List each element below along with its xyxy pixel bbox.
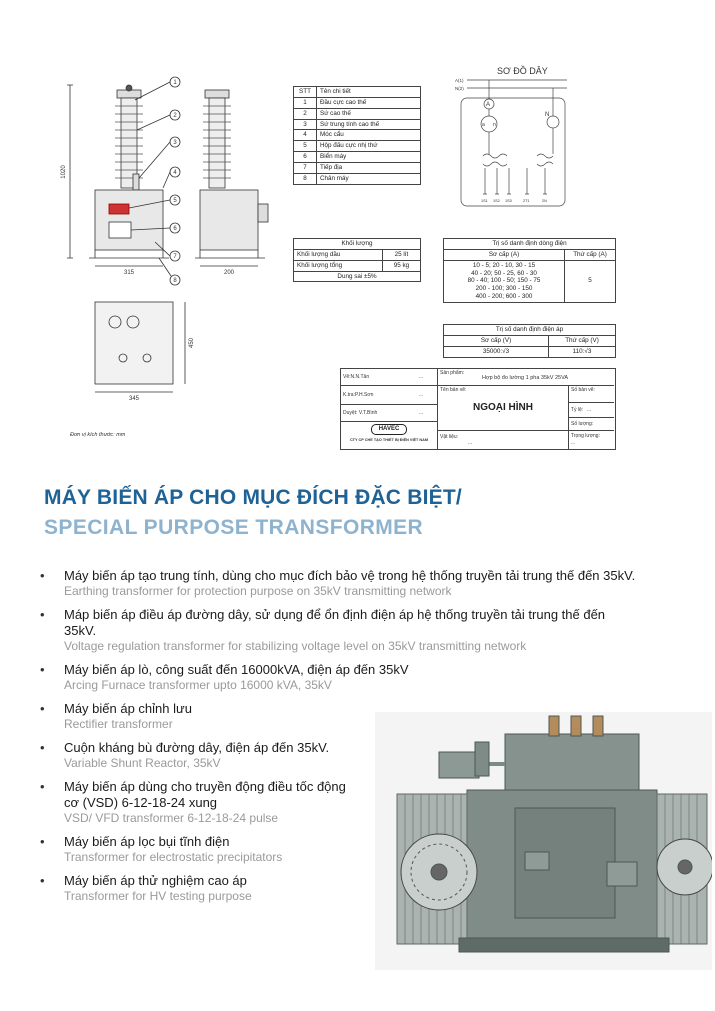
dim-height: 1020 bbox=[61, 165, 67, 179]
weight-label: Khối lượng dầu bbox=[294, 249, 383, 260]
parts-row-name: Chân máy bbox=[317, 173, 421, 184]
item-vn: Máp biến áp điều áp đường dây, sử dụng để ổn định điện áp hệ thống truyền tải trung thế đến 35kV. bbox=[64, 607, 606, 638]
terminal-label: 1S3 bbox=[505, 199, 512, 203]
wiring-label-n: N bbox=[545, 112, 550, 118]
parts-row-no: 2 bbox=[294, 108, 317, 119]
voltage-table bbox=[443, 324, 616, 358]
terminal-label: 2N bbox=[542, 199, 547, 203]
callout-3: 3 bbox=[173, 140, 177, 146]
bullet-icon: • bbox=[40, 701, 45, 716]
designer: Vẽ:N.N.Tân bbox=[343, 374, 370, 380]
callout-7: 7 bbox=[173, 254, 177, 260]
parts-row-name: Tiếp địa bbox=[317, 163, 421, 174]
current-title: Trị số danh định dòng điện bbox=[444, 239, 616, 250]
scale-value: ... bbox=[587, 407, 592, 413]
parts-row-name: Đầu cực cao thế bbox=[317, 97, 421, 108]
parts-row-name: Móc cẩu bbox=[317, 130, 421, 141]
wiring-label-a-small: a bbox=[482, 122, 485, 128]
bullet-icon: • bbox=[40, 779, 45, 794]
callout-2: 2 bbox=[173, 113, 177, 119]
drawing-name-label: Tên bản vẽ: bbox=[440, 387, 467, 393]
parts-row-no: 6 bbox=[294, 152, 317, 163]
parts-row-name: Biển máy bbox=[317, 152, 421, 163]
heading-en: SPECIAL PURPOSE TRANSFORMER bbox=[44, 516, 424, 539]
callout-4: 4 bbox=[173, 170, 177, 176]
callout-8: 8 bbox=[173, 278, 177, 284]
item-en: Transformer for electrostatic precipitators bbox=[64, 850, 283, 864]
item-vn: Máy biến áp dùng cho truyền động điều tốc động cơ (VSD) 6-12-18-24 xung bbox=[64, 779, 346, 810]
item-en: VSD/ VFD transformer 6-12-18-24 pulse bbox=[64, 811, 279, 825]
page-footer: HAVEC - PRODUCT CATALOGUE | 17 bbox=[478, 952, 645, 962]
wiring-label-n-small: n bbox=[493, 122, 496, 128]
parts-row-no: 1 bbox=[294, 97, 317, 108]
bullet-icon: • bbox=[40, 607, 45, 622]
product-label: Sản phẩm: bbox=[440, 370, 465, 376]
list-item bbox=[40, 701, 384, 732]
list-item bbox=[40, 568, 640, 599]
weight-header: Khối lượng bbox=[294, 239, 421, 250]
callout-5: 5 bbox=[173, 198, 177, 204]
drawing-no-label: Số bản vẽ: bbox=[571, 387, 595, 393]
weight-value: 95 kg bbox=[382, 260, 420, 271]
parts-row-no: 7 bbox=[294, 163, 317, 174]
current-header-secondary: Thứ cấp (A) bbox=[565, 249, 616, 260]
checker-sign: ... bbox=[419, 392, 424, 398]
wiring-label-n2: N(2) bbox=[455, 86, 464, 91]
weight-label-block: Trọng lượng: bbox=[571, 433, 600, 439]
item-vn: Máy biến áp lò, công suất đến 16000kVA, điện áp đến 35kV bbox=[64, 662, 409, 677]
dim-base-width: 315 bbox=[123, 270, 135, 276]
item-en: Arcing Furnace transformer upto 16000 kVA, 35kV bbox=[64, 678, 332, 692]
list-item bbox=[40, 740, 384, 771]
voltage-secondary-value: 110:√3 bbox=[549, 346, 616, 357]
weight-value-block: ... bbox=[571, 440, 576, 446]
list-item bbox=[40, 834, 384, 865]
item-en: Voltage regulation transformer for stabilizing voltage level on 35kV transmitting network bbox=[64, 639, 527, 653]
weight-table bbox=[293, 238, 421, 282]
checker: K.tra:P.H.Sơn bbox=[343, 392, 374, 398]
unit-note: Đơn vị kích thước: mm bbox=[70, 432, 126, 438]
designer-sign: ... bbox=[419, 374, 424, 380]
footer-catalogue: PRODUCT CATALOGUE bbox=[517, 952, 620, 962]
parts-row-no: 4 bbox=[294, 130, 317, 141]
bullet-icon: • bbox=[40, 568, 45, 583]
current-table bbox=[443, 238, 616, 303]
item-vn: Máy biến áp chỉnh lưu bbox=[64, 701, 192, 716]
parts-table bbox=[293, 86, 421, 185]
qty-label: Số lượng: bbox=[571, 421, 594, 427]
terminal-label: 2T1 bbox=[523, 199, 530, 203]
voltage-header-secondary: Thứ cấp (V) bbox=[549, 335, 616, 346]
item-vn: Cuộn kháng bù đường dây, điện áp đến 35kV. bbox=[64, 740, 330, 755]
approver-sign: ... bbox=[419, 410, 424, 416]
wiring-title: SƠ ĐỒ DÂY bbox=[497, 66, 548, 76]
parts-header-stt: STT bbox=[294, 87, 317, 98]
list-item bbox=[40, 779, 364, 826]
item-en: Rectifier transformer bbox=[64, 717, 173, 731]
item-vn: Máy biến áp thử nghiệm cao áp bbox=[64, 873, 247, 888]
footer-brand: HAVEC bbox=[478, 952, 509, 962]
voltage-title: Trị số danh định điện áp bbox=[444, 325, 616, 336]
dim-plan-height: 450 bbox=[189, 337, 195, 349]
product-name: Hợp bộ đo lường 1 pha 35kV 25VA bbox=[482, 375, 569, 381]
current-secondary-value: 5 bbox=[565, 260, 616, 302]
item-en: Earthing transformer for protection purpose on 35kV transmitting network bbox=[64, 584, 452, 598]
voltage-primary-value: 35000:√3 bbox=[444, 346, 549, 357]
parts-row-no: 5 bbox=[294, 141, 317, 152]
parts-row-no: 3 bbox=[294, 119, 317, 130]
product-list bbox=[40, 568, 640, 912]
wiring-diagram bbox=[453, 76, 573, 210]
title-block bbox=[340, 368, 616, 450]
terminal-label: 1S1 bbox=[481, 199, 488, 203]
list-item bbox=[40, 662, 640, 693]
dim-side-width: 200 bbox=[223, 270, 235, 276]
callout-6: 6 bbox=[173, 226, 177, 232]
list-item bbox=[40, 873, 384, 904]
material-value: ... bbox=[468, 440, 473, 446]
bullet-icon: • bbox=[40, 662, 45, 677]
parts-row-no: 8 bbox=[294, 173, 317, 184]
footer-separator: - bbox=[511, 952, 515, 962]
list-item bbox=[40, 607, 640, 654]
weight-label: Khối lượng tổng bbox=[294, 260, 383, 271]
approver: Duyệt: V.T.Bình bbox=[343, 410, 378, 416]
havec-logo: HAVEC bbox=[371, 424, 407, 435]
parts-row-name: Hộp đấu cực nhị thứ bbox=[317, 141, 421, 152]
drawing-name: NGOẠI HÌNH bbox=[473, 402, 533, 413]
bullet-icon: • bbox=[40, 873, 45, 888]
wiring-label-a1: A(1) bbox=[455, 78, 464, 83]
voltage-header-primary: Sơ cấp (V) bbox=[444, 335, 549, 346]
current-header-primary: Sơ cấp (A) bbox=[444, 249, 565, 260]
callout-1: 1 bbox=[173, 80, 177, 86]
bullet-icon: • bbox=[40, 740, 45, 755]
parts-header-name: Tên chi tiết bbox=[317, 87, 421, 98]
wiring-label-a: A bbox=[486, 102, 491, 108]
item-en: Variable Shunt Reactor, 35kV bbox=[64, 756, 221, 770]
item-vn: Máy biến áp lọc bụi tĩnh điện bbox=[64, 834, 230, 849]
current-primary-values: 10 - 5; 20 - 10, 30 - 15 40 - 20; 50 - 25, 60 - 30 80 - 40; 100 - 50; 150 - 75 200 - 100; 300 - 150 400 - 200; 600 - 300 bbox=[444, 260, 565, 302]
scale-label: Tỷ lệ: bbox=[571, 407, 584, 413]
item-en: Transformer for HV testing purpose bbox=[64, 889, 252, 903]
item-vn: Máy biến áp tạo trung tính, dùng cho mục đích bảo vệ trong hệ thống truyền tải trung thế đến 35kV. bbox=[64, 568, 636, 583]
page-number: 17 bbox=[633, 952, 645, 962]
weight-value: 25 lít bbox=[382, 249, 420, 260]
material-label: Vật liệu: bbox=[440, 434, 459, 440]
dim-plan-width: 345 bbox=[128, 396, 140, 402]
transformer-drawing bbox=[55, 70, 285, 445]
parts-row-name: Sứ cao thế bbox=[317, 108, 421, 119]
weight-tolerance: Dung sai ±5% bbox=[294, 271, 421, 282]
parts-row-name: Sứ trung tính cao thế bbox=[317, 119, 421, 130]
bullet-icon: • bbox=[40, 834, 45, 849]
terminal-label: 1S2 bbox=[493, 199, 500, 203]
heading-vn: MÁY BIẾN ÁP CHO MỤC ĐÍCH ĐẶC BIỆT/ bbox=[44, 486, 462, 509]
company-name: CTY CP CHẾ TẠO THIẾT BỊ ĐIỆN VIỆT NAM bbox=[349, 438, 429, 442]
